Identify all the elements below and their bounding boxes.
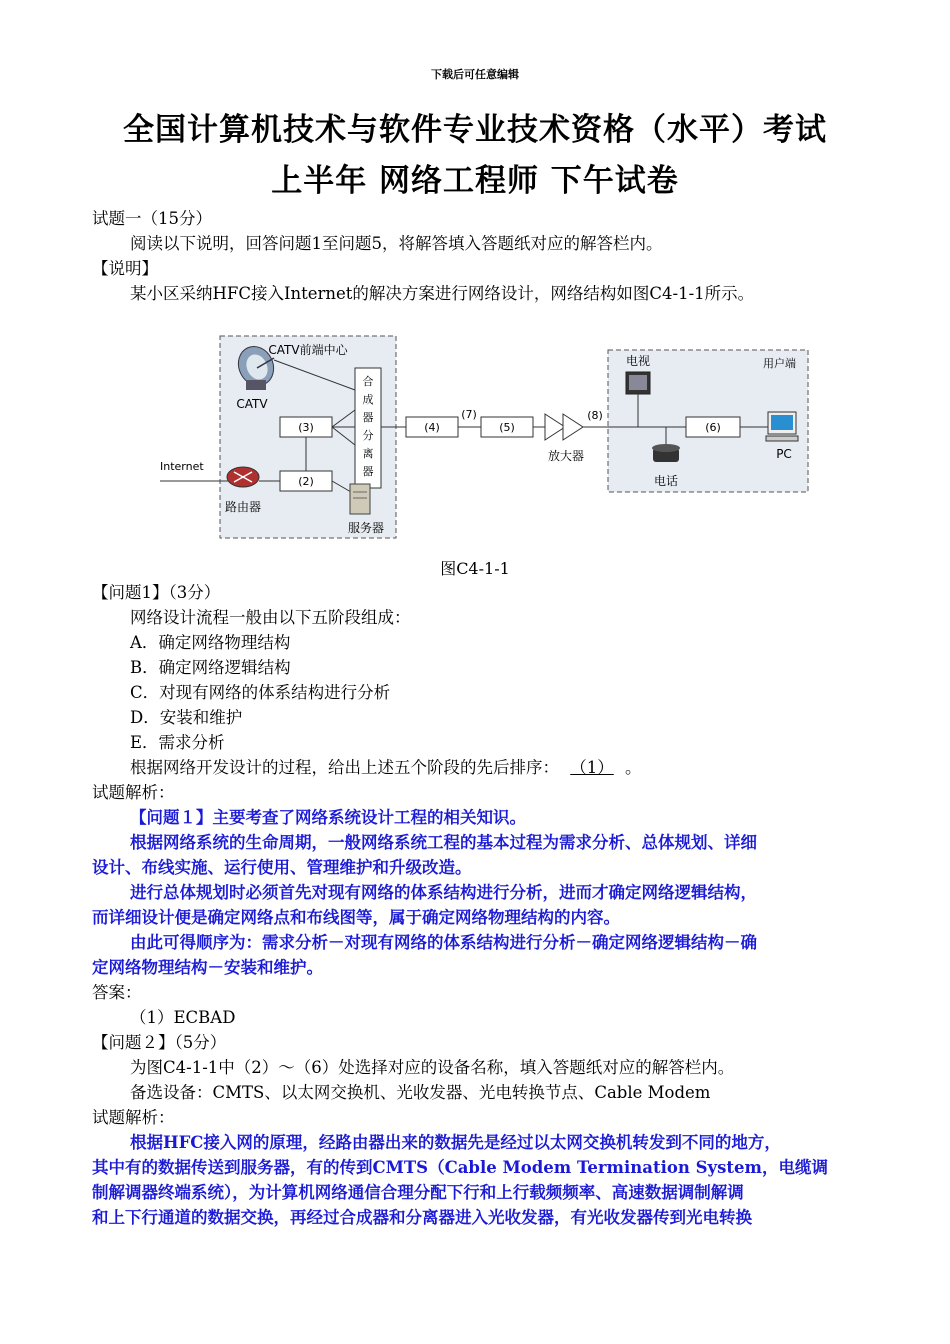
problem2-line: 备选设备：CMTS、以太网交换机、光收发器、光电转换节点、Cable Modem	[130, 1083, 711, 1102]
device-box-4-label: (4)	[424, 421, 440, 434]
pc-icon	[766, 412, 798, 441]
tv-icon	[626, 372, 650, 394]
catv-label: CATV	[236, 397, 268, 411]
phone-label: 电话	[653, 474, 679, 488]
analysis-line: 和上下行通道的数据交换，再经过合成器和分离器进入光收发器，有光收发器传到光电转换	[92, 1208, 752, 1227]
answer-label: 答案：	[92, 983, 142, 1002]
header-note: 下载后可任意编辑	[431, 68, 519, 81]
pc-label: PC	[776, 447, 792, 461]
router-label: 路由器	[224, 500, 262, 514]
analysis-label: 试题解析：	[92, 1108, 175, 1127]
device-box-5-label: (5)	[499, 421, 515, 434]
answer-blank-1: （1）	[570, 758, 614, 777]
analysis-label: 试题解析：	[92, 783, 175, 802]
page-title: 全国计算机技术与软件专业技术资格（水平）考试	[123, 112, 827, 148]
analysis-line: 设计、布线实施、运行使用、管理维护和升级改造。	[92, 858, 472, 877]
option-e: E．需求分析	[130, 733, 225, 752]
option-c: C．对现有网络的体系结构进行分析	[130, 683, 391, 702]
analysis-line: 根据HFC接入网的原理，经路由器出来的数据先是经过以太网交换机转发到不同的地方，	[130, 1133, 781, 1152]
analysis-line: 【问题１】主要考查了网络系统设计工程的相关知识。	[130, 808, 526, 827]
analysis-line: 而详细设计便是确定网络点和布线图等，属于确定网络物理结构的内容。	[92, 908, 620, 927]
device-box-3-label: (3)	[298, 421, 314, 434]
question-text: 根据网络开发设计的过程，给出上述五个阶段的先后排序：	[130, 758, 559, 777]
tv-label: 电视	[626, 354, 651, 368]
problem2-line: 为图C4-1-1中（2）～（6）处选择对应的设备名称，填入答题纸对应的解答栏内。	[130, 1058, 735, 1077]
amplifier-icon	[545, 414, 583, 440]
combiner-char: 分	[362, 429, 374, 442]
question-header: 试题一（15分）	[92, 209, 212, 228]
option-d: D．安装和维护	[130, 708, 243, 727]
analysis-line: 其中有的数据传送到服务器，有的传到CMTS（Cable Modem Termination System，电缆调	[92, 1158, 828, 1177]
figure-caption: 图C4-1-1	[440, 559, 510, 578]
answer-value: （1）ECBAD	[130, 1008, 236, 1027]
analysis-line: 由此可得顺序为：需求分析－对现有网络的体系结构进行分析－确定网络逻辑结构－确	[130, 933, 757, 952]
problem1-intro: 网络设计流程一般由以下五阶段组成：	[130, 608, 411, 627]
catv-center-label: CATV前端中心	[268, 343, 348, 357]
option-b: B．确定网络逻辑结构	[130, 658, 291, 677]
device-box-6-label: (6)	[705, 421, 721, 434]
router-icon	[227, 467, 259, 487]
explain-label: 【说明】	[92, 259, 158, 278]
analysis-line: 根据网络系统的生命周期，一般网络系统工程的基本过程为需求分析、总体规划、详细	[130, 833, 757, 852]
problem2-header: 【问题２】（5分）	[92, 1033, 227, 1052]
internet-label: Internet	[160, 460, 204, 473]
combiner-char: 器	[362, 465, 374, 478]
phone-icon	[652, 444, 680, 462]
analysis-line: 制解调器终端系统），为计算机网络通信合理分配下行和上行载频频率、高速数据调制解调	[92, 1183, 744, 1202]
device-box-2-label: (2)	[298, 475, 314, 488]
explain-text: 某小区采纳HFC接入Internet的解决方案进行网络设计，网络结构如图C4-1-1所示。	[130, 284, 755, 303]
question-end: 。	[625, 758, 642, 777]
page-subtitle: 上半年 网络工程师 下午试卷	[271, 163, 679, 199]
problem1-header: 【问题1】（3分）	[92, 583, 221, 602]
combiner-char: 器	[362, 411, 374, 424]
option-a: A．确定网络物理结构	[130, 633, 291, 652]
problem1-question	[130, 755, 642, 780]
combiner-char: 成	[362, 393, 374, 406]
link-label-8: (8)	[587, 409, 603, 422]
analysis-line: 定网络物理结构－安装和维护。	[92, 958, 323, 977]
intro-text: 阅读以下说明，回答问题1至问题5，将解答填入答题纸对应的解答栏内。	[130, 234, 663, 253]
link-label-7: (7)	[461, 408, 477, 421]
combiner-char: 离	[362, 447, 374, 460]
server-icon	[350, 484, 370, 514]
combiner-char: 合	[362, 375, 374, 388]
amplifier-label: 放大器	[547, 449, 585, 463]
network-diagram	[156, 330, 816, 545]
user-end-label: 用户端	[763, 357, 796, 370]
server-label: 服务器	[347, 521, 385, 535]
analysis-line: 进行总体规划时必须首先对现有网络的体系结构进行分析，进而才确定网络逻辑结构，	[130, 883, 757, 902]
